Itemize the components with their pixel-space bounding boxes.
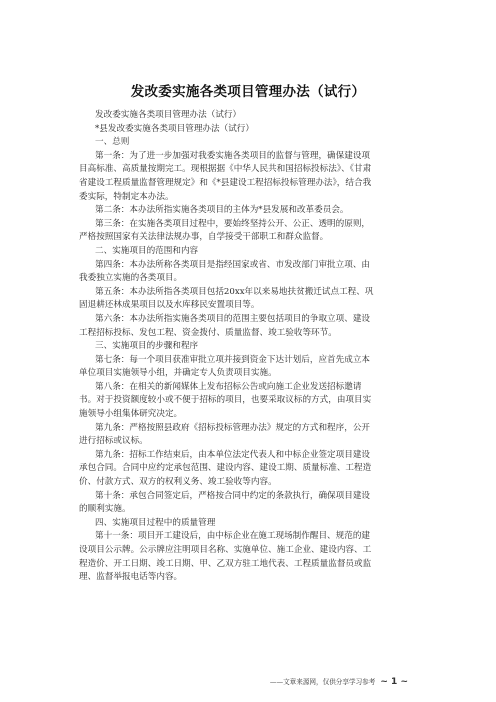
text-line: 第五条：本办法所指各类项目包括20xx年以来易地扶贫搬迁试点工程、巩 (95, 286, 374, 297)
text-line: 发改委实施各类项目管理办法（试行） (95, 110, 242, 120)
text-line: 省建设工程质量监督管理规定》和《*县建设工程招标投标管理办法》，结合我 (79, 177, 372, 188)
text-line: 第一条：为了进一步加强对我委实施各类项目的监督与管理，确保建设项 (95, 150, 371, 161)
text-line: 第二条：本办法所指实施各类项目的主体为*县发展和改革委员会。 (95, 205, 349, 216)
text-line: 第七条：每一个项目获准审批立项并接到资金下达计划后，应首先成立本 (95, 354, 371, 365)
text-line: 书。对于投资额度较小或不便于招标的项目，也要采取议标的方式，由项目实 (79, 395, 372, 406)
text-line: 我委独立实施的各类项目。 (79, 273, 183, 284)
text-line: 施领导小组集体研究决定。 (79, 409, 183, 420)
text-line: 第六条：本办法所指实施各类项目的范围主要包括项目的争取立项、建设 (95, 313, 371, 324)
text-line: 三、实施项目的步骤和程序 (95, 341, 199, 352)
text-line: 价、付款方式、双方的权利义务、竣工验收等内容。 (79, 477, 277, 488)
page-number: ~ 1 ~ (380, 677, 408, 687)
text-line: *县发改委实施各类项目管理办法（试行） (95, 123, 254, 134)
page-footer (270, 676, 408, 687)
text-line: 一、总则 (95, 137, 130, 148)
document-body (79, 109, 405, 585)
text-line: 的顺利实施。 (79, 504, 131, 515)
text-line: 严格按照国家有关法律法规办事，自学接受干部职工和群众监督。 (79, 232, 329, 243)
text-line: 第九条：招标工作结束后，由本单位法定代表人和中标企业签定项目建设 (95, 449, 371, 460)
text-line: 四、实施项目过程中的质量管理 (95, 517, 216, 528)
text-line: 单位项目实施领导小组，并确定专人负责项目实施。 (79, 368, 277, 379)
text-line: 第九条：严格按照县政府《招标投标管理办法》规定的方式和程序，公开 (95, 422, 371, 433)
text-line: 二、实施项目的范围和内容 (95, 245, 199, 256)
text-line: 委实际，特制定本办法。 (79, 191, 174, 202)
text-line: 承包合同。合同中应约定承包范围、建设内容、建设工期、质量标准、工程造 (79, 463, 372, 474)
text-line: 第十条：承包合同签定后，严格按合同中约定的条款执行，确保项目建设 (95, 490, 371, 501)
text-line: 程造价、开工日期、竣工日期、甲、乙双方驻工地代表、工程质量监督员或监 (79, 558, 372, 569)
document-title: 发改委实施各类项目管理办法（试行） (130, 84, 366, 100)
text-line: 固退耕还林成果项目以及水库移民安置项目等。 (79, 300, 260, 311)
footer-note: ——文章来源网，仅供分享学习参考 (269, 678, 376, 686)
text-line: 第八条：在相关的新闻媒体上发布招标公告或向施工企业发送招标邀请 (95, 381, 362, 392)
text-line: 工程招标投标、发包工程、资金拨付、质量监督、竣工验收等环节。 (79, 327, 337, 338)
text-line: 第三条：在实施各类项目过程中，要始终坚持公开、公正、透明的原则， (95, 218, 371, 229)
text-line: 理、监督举报电话等内容。 (79, 572, 183, 583)
text-line: 第四条：本办法所称各类项目是指经国家或省、市发改部门审批立项、由 (95, 259, 371, 270)
text-line: 设项目公示牌。公示牌应注明项目名称、实施单位、施工企业、建设内容、工 (79, 545, 372, 555)
text-line: 第十一条：项目开工建设后，由中标企业在施工现场制作醒目、规范的建 (95, 531, 371, 542)
text-line: 目高标准、高质量按期完工。现根据据《中华人民共和国招标投标法》、《甘肃 (79, 164, 372, 175)
text-line: 进行招标或议标。 (79, 436, 148, 447)
